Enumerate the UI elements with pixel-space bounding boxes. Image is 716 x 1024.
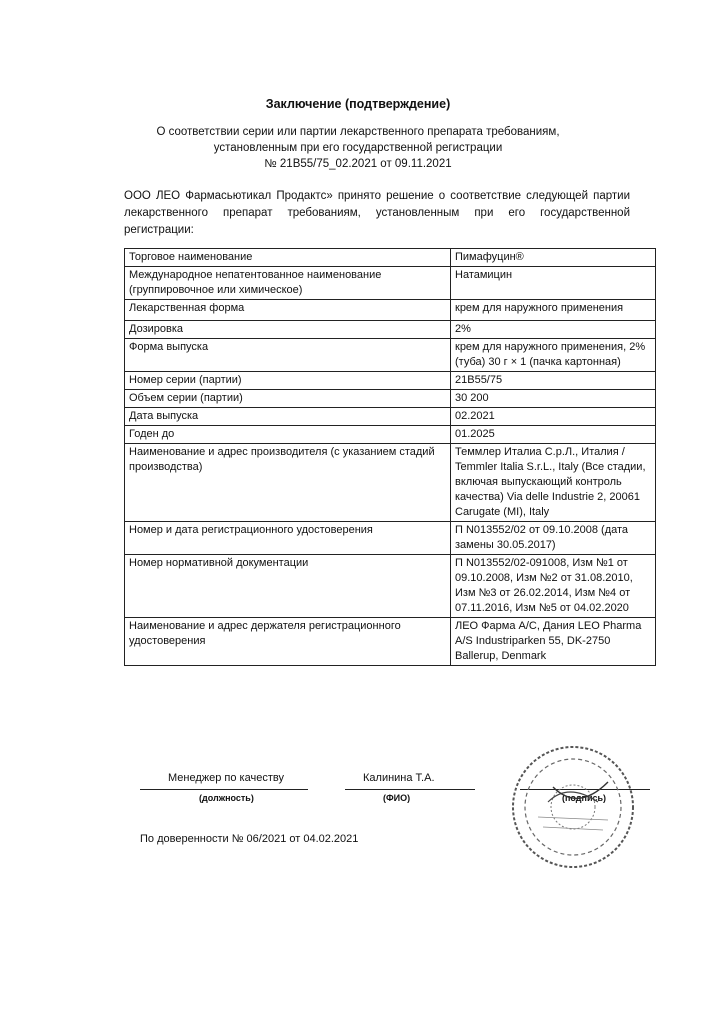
row-label: Торговое наименование	[125, 249, 451, 267]
power-of-attorney: По доверенности № 06/2021 от 04.02.2021	[140, 833, 359, 845]
row-value: 01.2025	[451, 426, 656, 444]
row-label: Номер нормативной документации	[125, 555, 451, 618]
name-text: Калинина Т.А.	[363, 772, 435, 784]
row-label: Дозировка	[125, 321, 451, 339]
row-label: Международное непатентованное наименование (группировочное или химическое)	[125, 267, 451, 300]
row-value: 02.2021	[451, 408, 656, 426]
row-value: 30 200	[451, 390, 656, 408]
table-row	[125, 249, 656, 267]
signature-caption: (подпись)	[562, 793, 607, 803]
document-subtitle	[0, 124, 716, 172]
row-label: Объем серии (партии)	[125, 390, 451, 408]
row-label: Дата выпуска	[125, 408, 451, 426]
subtitle-line-1: О соответствии серии или партии лекарственного препарата требованиям,	[156, 126, 560, 138]
stamp-icon	[508, 742, 638, 872]
table-row	[125, 390, 656, 408]
row-value: крем для наружного применения	[451, 300, 656, 321]
company-stamp	[508, 742, 638, 877]
row-label: Форма выпуска	[125, 339, 451, 372]
row-value: П N013552/02 от 09.10.2008 (дата замены 30.05.2017)	[451, 522, 656, 555]
table-row	[125, 267, 656, 300]
table-row	[125, 372, 656, 390]
row-value: Натамицин	[451, 267, 656, 300]
table-row	[125, 300, 656, 321]
table-row	[125, 321, 656, 339]
table-row	[125, 555, 656, 618]
position-caption: (должность)	[199, 793, 254, 803]
name-underline	[345, 789, 475, 790]
row-label: Номер и дата регистрационного удостоверения	[125, 522, 451, 555]
batch-info-table	[124, 248, 656, 666]
row-value: 21B55/75	[451, 372, 656, 390]
subtitle-line-2: установленным при его государственной регистрации	[213, 142, 503, 154]
table-row	[125, 408, 656, 426]
table-row	[125, 339, 656, 372]
row-label: Наименование и адрес производителя (с указанием стадий производства)	[125, 444, 451, 522]
intro-paragraph: ООО ЛЕО Фармасьютикал Продактс» принято решение о соответствие следующей партии лекарственного препарат требованиям, установленным при его государственной регистрации:	[124, 190, 630, 236]
row-value: 2%	[451, 321, 656, 339]
table-row	[125, 618, 656, 666]
document-title: Заключение (подтверждение)	[265, 97, 451, 111]
table-row	[125, 444, 656, 522]
row-label: Номер серии (партии)	[125, 372, 451, 390]
row-label: Годен до	[125, 426, 451, 444]
row-label: Лекарственная форма	[125, 300, 451, 321]
row-value: Теммлер Италиа С.р.Л., Италия / Temmler Italia S.r.L., Italy (Все стадии, включая выпускающий контроль качества) Via delle Industrie 2, 20061 Carugate (MI), Italy	[451, 444, 656, 522]
row-value: ЛЕО Фарма А/С, Дания LEO Pharma A/S Industriparken 55, DK-2750 Ballerup, Denmark	[451, 618, 656, 666]
row-value: крем для наружного применения, 2% (туба) 30 г × 1 (пачка картонная)	[451, 339, 656, 372]
row-value: П N013552/02-091008, Изм №1 от 09.10.2008, Изм №2 от 31.08.2010, Изм №3 от 26.02.2014, Изм №4 от 07.11.2016, Изм №5 от 04.02.2020	[451, 555, 656, 618]
row-label: Наименование и адрес держателя регистрационного удостоверения	[125, 618, 451, 666]
subtitle-line-3: № 21B55/75_02.2021 от 09.11.2021	[264, 158, 452, 170]
row-value: Пимафуцин®	[451, 249, 656, 267]
position-underline	[140, 789, 308, 790]
position-text: Менеджер по качеству	[168, 772, 284, 784]
table-row	[125, 426, 656, 444]
table-row	[125, 522, 656, 555]
name-caption: (ФИО)	[383, 793, 411, 803]
